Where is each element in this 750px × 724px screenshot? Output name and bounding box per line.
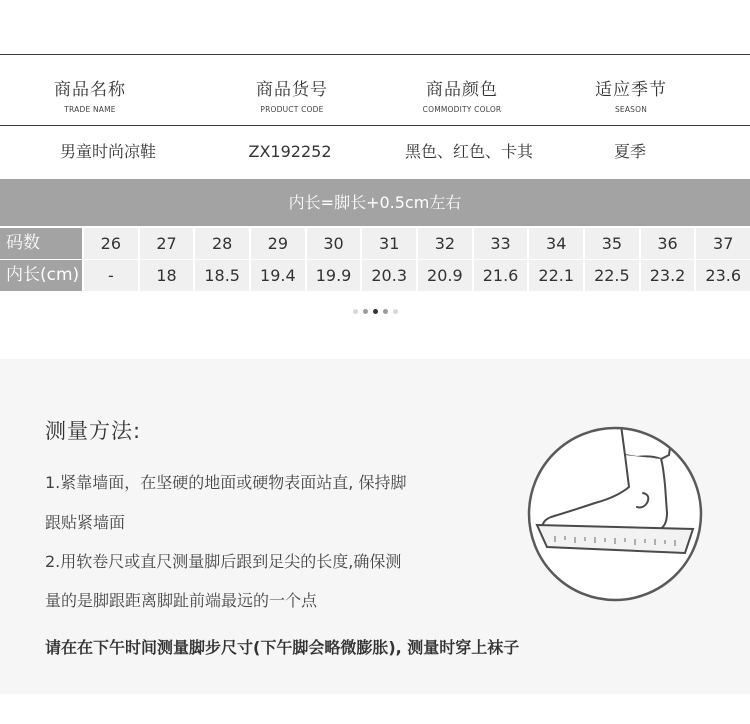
size-cell: 29: [251, 228, 305, 259]
header-commodity-color: [372, 54, 552, 125]
carousel-dot[interactable]: [393, 309, 398, 314]
size-cell: 20.3: [362, 260, 416, 291]
value-season: 夏季: [613, 142, 646, 161]
size-cell: 23.6: [696, 260, 750, 291]
size-cell: 27: [140, 228, 194, 259]
header-sublabel: PRODUCT CODE: [260, 105, 324, 114]
value-product-code: ZX192252: [248, 142, 332, 161]
measure-title: 测量方法:: [45, 419, 142, 443]
size-cell: 30: [307, 228, 361, 259]
carousel-dots: [0, 309, 750, 315]
row-label-size-code: 码数: [0, 228, 82, 259]
size-cell: 37: [696, 228, 750, 259]
size-cell: 21.6: [474, 260, 528, 291]
size-cells: [84, 260, 750, 291]
size-cell: 18.5: [195, 260, 249, 291]
size-cell: 28: [195, 228, 249, 259]
value-commodity-color: 黑色、红色、卡其: [404, 142, 533, 161]
row-label-inner-length: 内长(cm): [0, 260, 82, 291]
size-cell: 19.9: [307, 260, 361, 291]
size-cell: 20.9: [418, 260, 472, 291]
size-cell: -: [84, 260, 138, 291]
header-trade-name: [0, 54, 180, 125]
header-sublabel: SEASON: [614, 105, 648, 114]
measure-step-line: 量的是脚跟距离脚趾前端最远的一个点: [45, 591, 318, 610]
size-row-code: [0, 228, 750, 261]
size-cell: 26: [84, 228, 138, 259]
carousel-dot-active[interactable]: [373, 309, 378, 314]
measure-step-line: 2.用软卷尺或直尺测量脚后跟到足尖的长度,确保测: [45, 552, 402, 571]
size-cell: 18: [140, 260, 194, 291]
size-cell: 33: [474, 228, 528, 259]
header-label: 商品颜色: [426, 80, 498, 100]
product-info-table: [0, 54, 750, 179]
measurement-guide: [0, 359, 750, 694]
carousel-dot[interactable]: [363, 309, 368, 314]
value-trade-name: 男童时尚凉鞋: [59, 142, 156, 161]
size-cell: 36: [641, 228, 695, 259]
size-row-inner-length: [0, 260, 750, 293]
size-cell: 32: [418, 228, 472, 259]
size-cell: 22.5: [585, 260, 639, 291]
size-cells: [84, 228, 750, 259]
size-cell: 23.2: [641, 260, 695, 291]
header-label: 商品名称: [54, 80, 126, 100]
header-season: [541, 54, 721, 125]
measure-note: 请在在下午时间测量脚步尺寸(下午脚会略微膨胀), 测量时穿上袜子: [45, 638, 520, 657]
header-label: 适应季节: [595, 80, 667, 100]
size-cell: 22.1: [529, 260, 583, 291]
size-cell: 34: [529, 228, 583, 259]
size-cell: 35: [585, 228, 639, 259]
size-cell: 31: [362, 228, 416, 259]
header-sublabel: TRADE NAME: [64, 105, 116, 114]
foot-measuring-icon: [525, 425, 705, 603]
size-formula-banner: 内长=脚长+0.5cm左右: [0, 179, 750, 226]
header-label: 商品货号: [256, 80, 328, 100]
carousel-dot[interactable]: [383, 309, 388, 314]
size-cell: 19.4: [251, 260, 305, 291]
measure-step-line: 1.紧靠墙面，在坚硬的地面或硬物表面站直, 保持脚: [45, 473, 407, 492]
size-chart-table: [0, 226, 750, 293]
header-product-code: [202, 54, 382, 125]
header-sublabel: COMMODITY COLOR: [422, 105, 502, 114]
carousel-dot[interactable]: [353, 309, 358, 314]
measure-step-line: 跟贴紧墙面: [45, 513, 126, 532]
